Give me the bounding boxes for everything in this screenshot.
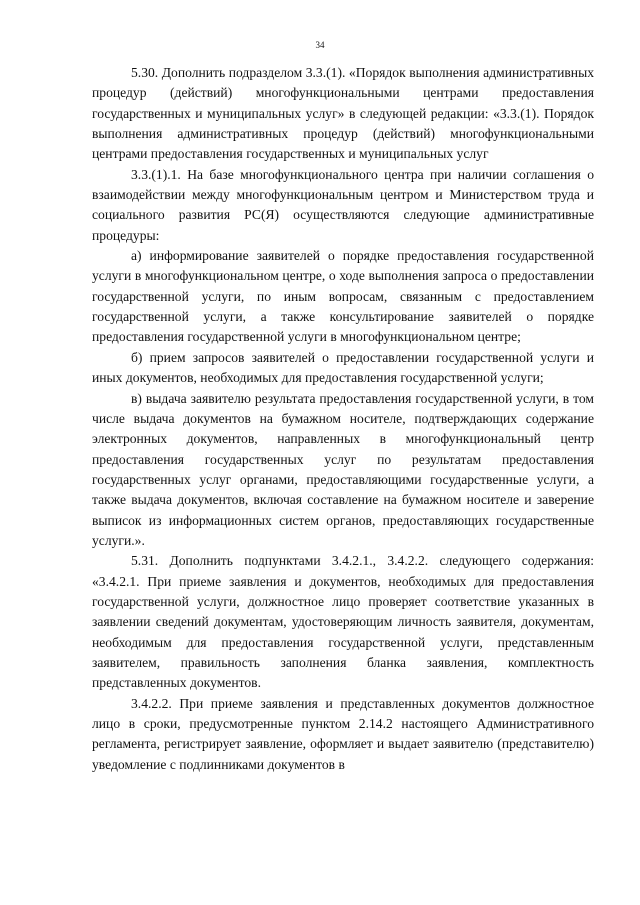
paragraph-item-b: б) прием запросов заявителей о предоставлении государственной услуги и иных документов, необходимых для предоставления государственной услуги; [92, 349, 594, 386]
paragraph-item-a: а) информирование заявителей о порядке предоставления государственной услуги в многофункциональном центре, о ходе выполнения запроса о предоставлении государственной услуги, по иным вопросам, связанным с предоставлением государственной услуги, а также консультирование заявителей о порядке предоставления государственной услуги в многофункциональном центре; [92, 248, 594, 345]
paragraph-5-30: 5.30. Дополнить подразделом 3.3.(1). «Порядок выполнения административных процедур (действий) многофункциональными центрами предоставления государственных и муниципальных услуг» в следующей редакции: «3.3.(1). Порядок выполнения административных процедур (действий) многофункциональными центрами предоставления государственных и муниципальных услуг [92, 65, 594, 162]
paragraph-3-4-2-2: 3.4.2.2. При приеме заявления и представленных документов должностное лицо в сроки, предусмотренные пунктом 2.14.2 настоящего Административного регламента, регистрирует заявление, оформляет и выдает заявителю (представителю) уведомление с подлинниками документов в [92, 695, 594, 772]
paragraph-5-31: 5.31. Дополнить подпунктами 3.4.2.1., 3.4.2.2. следующего содержания: «3.4.2.1. При приеме заявления и документов, необходимых для предоставления государственной услуги, должностное лицо проверяет соответствие указанных в заявлении сведений документам, удостоверяющим личность заявителя, документам, необходимым для предоставления государственной услуги, представленным заявителем, правильность заполнения бланка заявления, комплектность представленных документов. [92, 553, 594, 691]
paragraph-item-v: в) выдача заявителю результата предоставления государственной услуги, в том числе выдача документов на бумажном носителе, подтверждающих содержание электронных документов, направленных в многофункциональный центр предоставления государственных услуг по результатам предоставления государственных услуг органами, предоставляющими государственные услуги, а также выдача документов, включая составление на бумажном носителе и заверение выписок из информационных систем органов, предоставляющих государственные услуги.». [92, 390, 594, 548]
paragraph-3-3-1-1: 3.3.(1).1. На базе многофункционального центра при наличии соглашения о взаимодействии между многофункциональным центром и Министерством труда и социального развития РС(Я) осуществляются следующие административные процедуры: [92, 166, 594, 243]
document-body [92, 63, 594, 775]
page-number: 34 [315, 40, 325, 50]
